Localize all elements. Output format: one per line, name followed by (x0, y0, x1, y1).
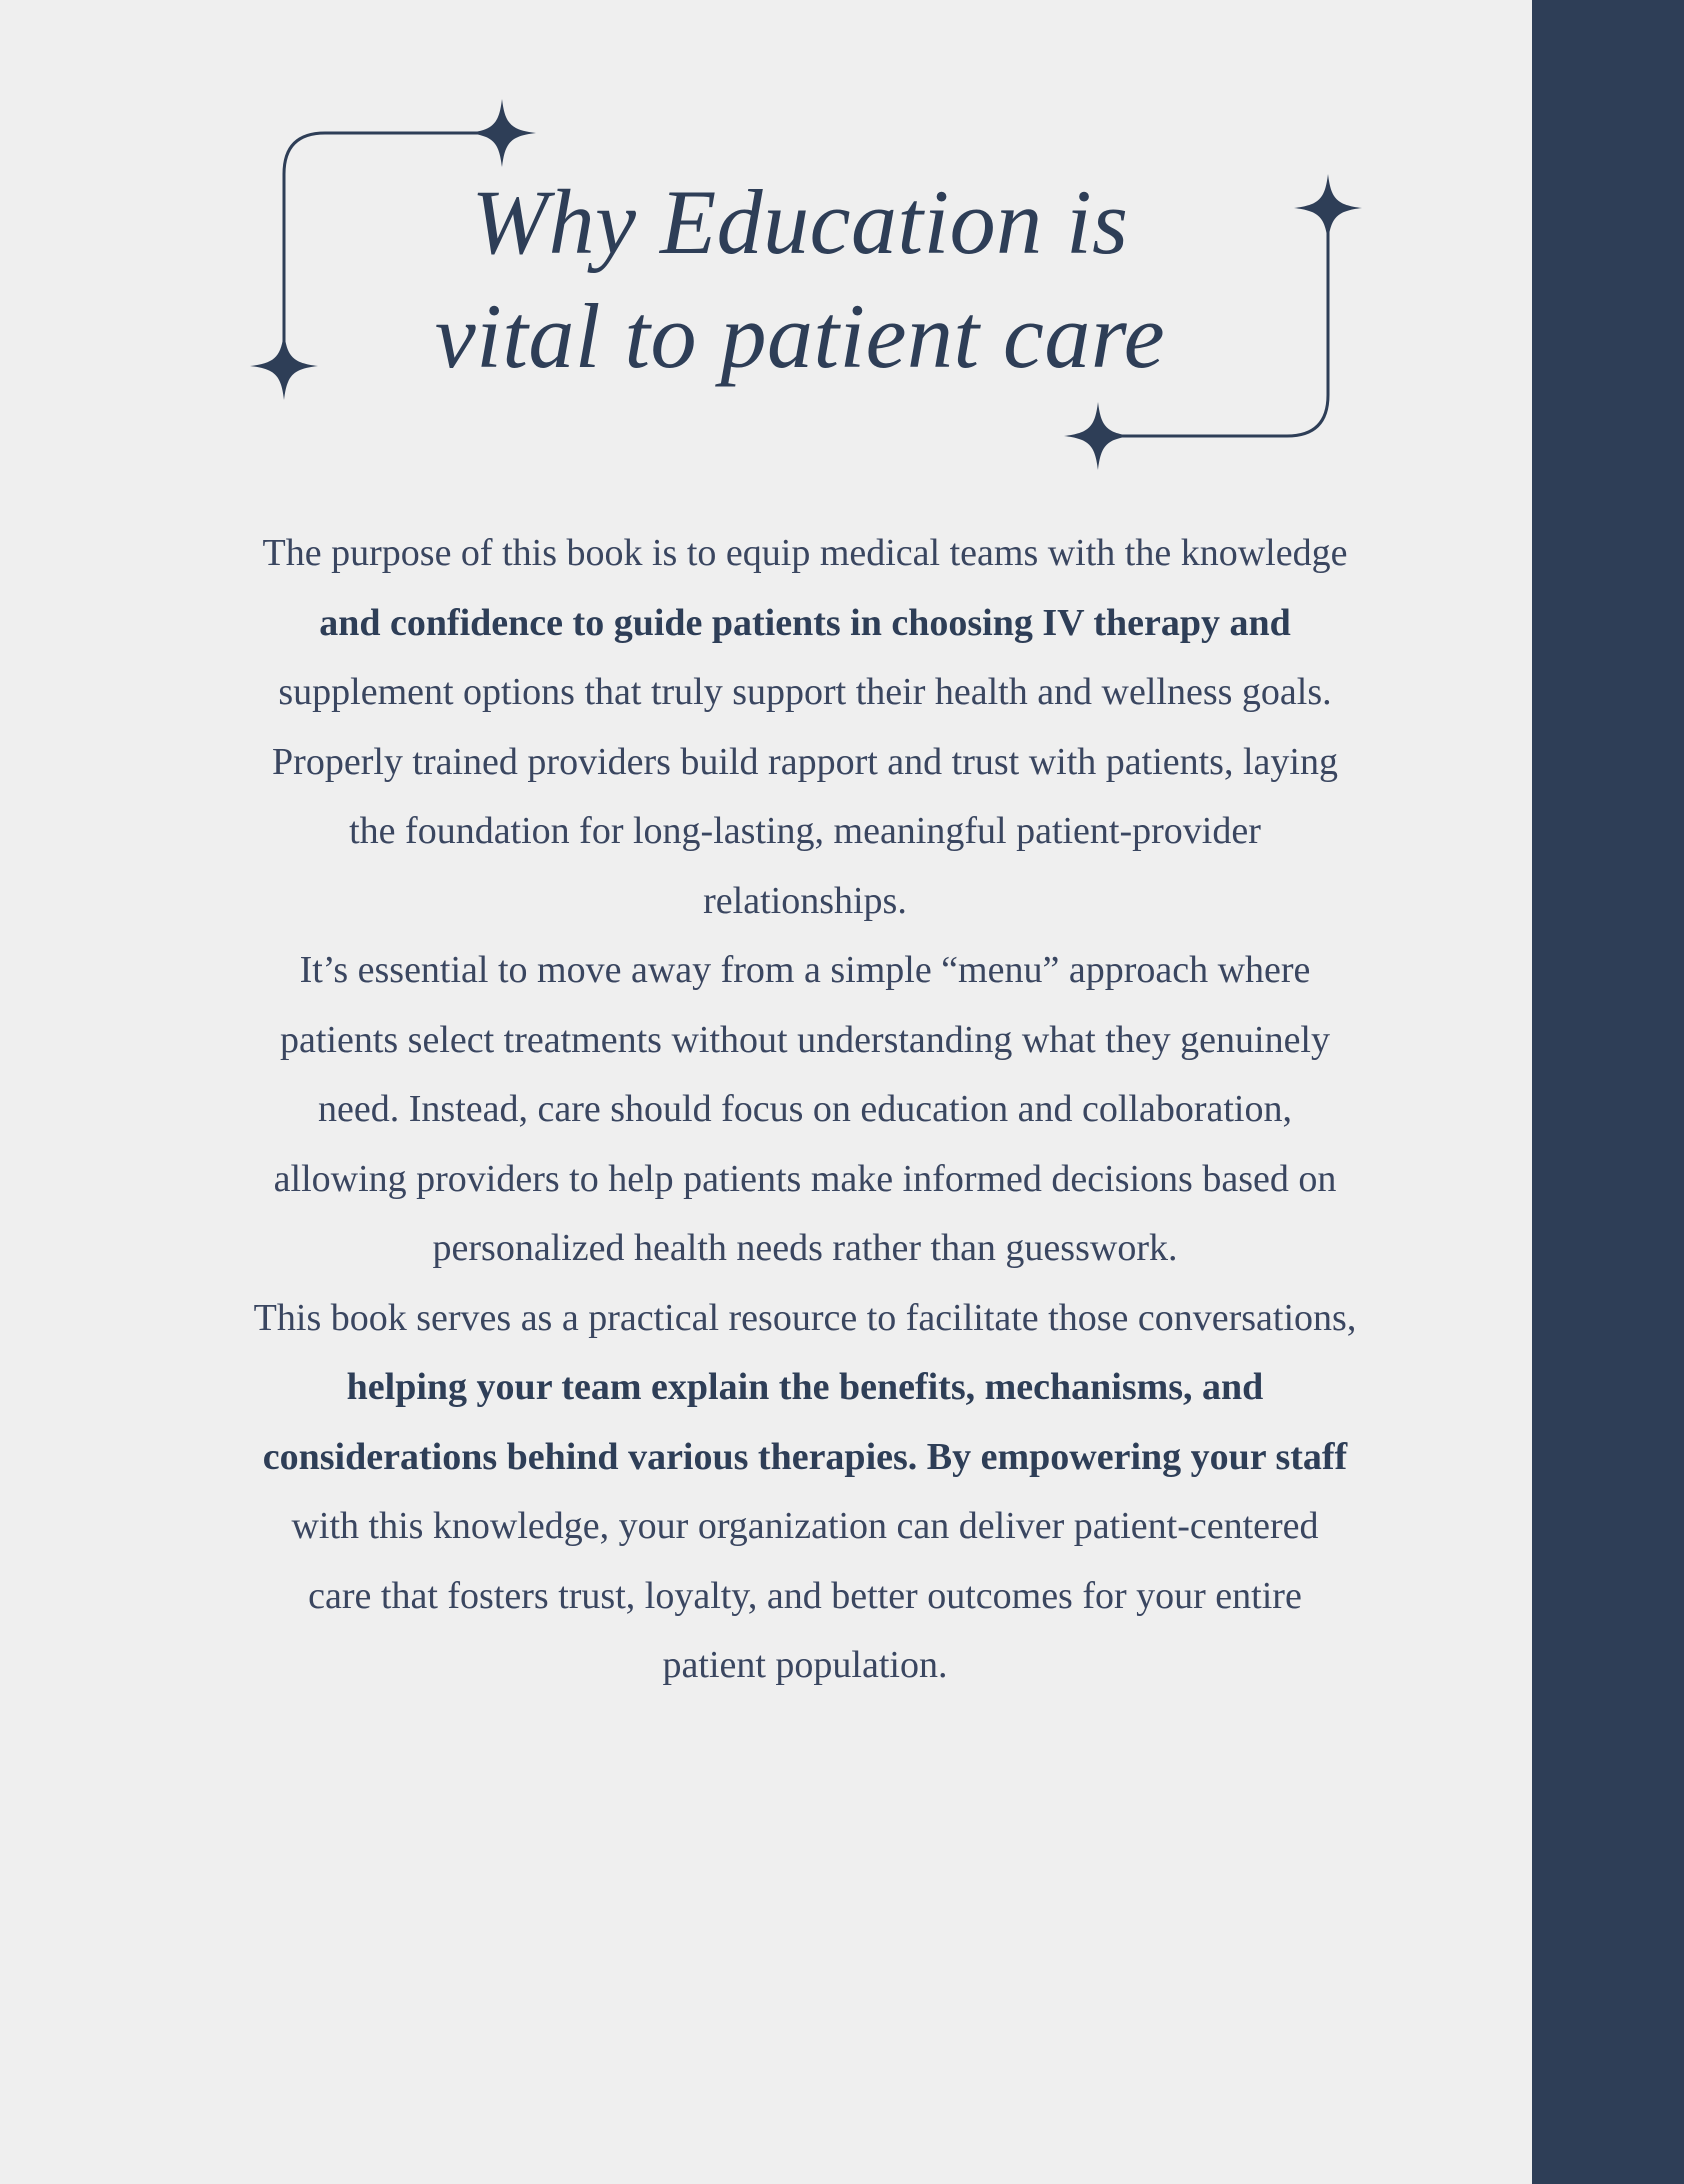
body-line-bold: helping your team explain the benefits, mechanisms, and (346, 1366, 1264, 1408)
body-line: patients select treatments without understanding what they genuinely (279, 1018, 1330, 1061)
side-color-band (1532, 0, 1684, 2184)
body-line: It’s essential to move away from a simple “menu” approach where (299, 949, 1311, 991)
page-title (300, 165, 1300, 393)
body-line: the foundation for long-lasting, meaningful patient-provider (349, 810, 1261, 852)
body-line: relationships. (703, 879, 907, 922)
body-line-bold: considerations behind various therapies. By empowering your staff (262, 1435, 1348, 1478)
sparkle-icon (468, 99, 536, 167)
body-line-bold: and confidence to guide patients in choosing IV therapy and (319, 601, 1291, 644)
body-line: allowing providers to help patients make informed decisions based on (273, 1157, 1337, 1200)
page-title-line: vital to patient care (434, 285, 1166, 387)
sparkle-icon (1294, 174, 1362, 242)
body-paragraphs (150, 519, 1460, 1701)
body-line: Properly trained providers build rapport and trust with patients, laying (272, 740, 1338, 783)
body-line: need. Instead, care should focus on education and collaboration, (318, 1088, 1292, 1130)
body-line: This book serves as a practical resource to facilitate those conversations, (253, 1296, 1357, 1339)
body-line: care that fosters trust, loyalty, and better outcomes for your entire (308, 1574, 1302, 1617)
page-title-line: Why Education is (471, 171, 1129, 273)
body-line: personalized health needs rather than guesswork. (432, 1227, 1178, 1269)
body-line: patient population. (662, 1644, 948, 1686)
sparkle-icon (1064, 402, 1132, 470)
body-line: with this knowledge, your organization can deliver patient-centered (291, 1505, 1319, 1547)
body-line: supplement options that truly support their health and wellness goals. (278, 671, 1332, 713)
body-line: The purpose of this book is to equip medical teams with the knowledge (262, 532, 1348, 574)
